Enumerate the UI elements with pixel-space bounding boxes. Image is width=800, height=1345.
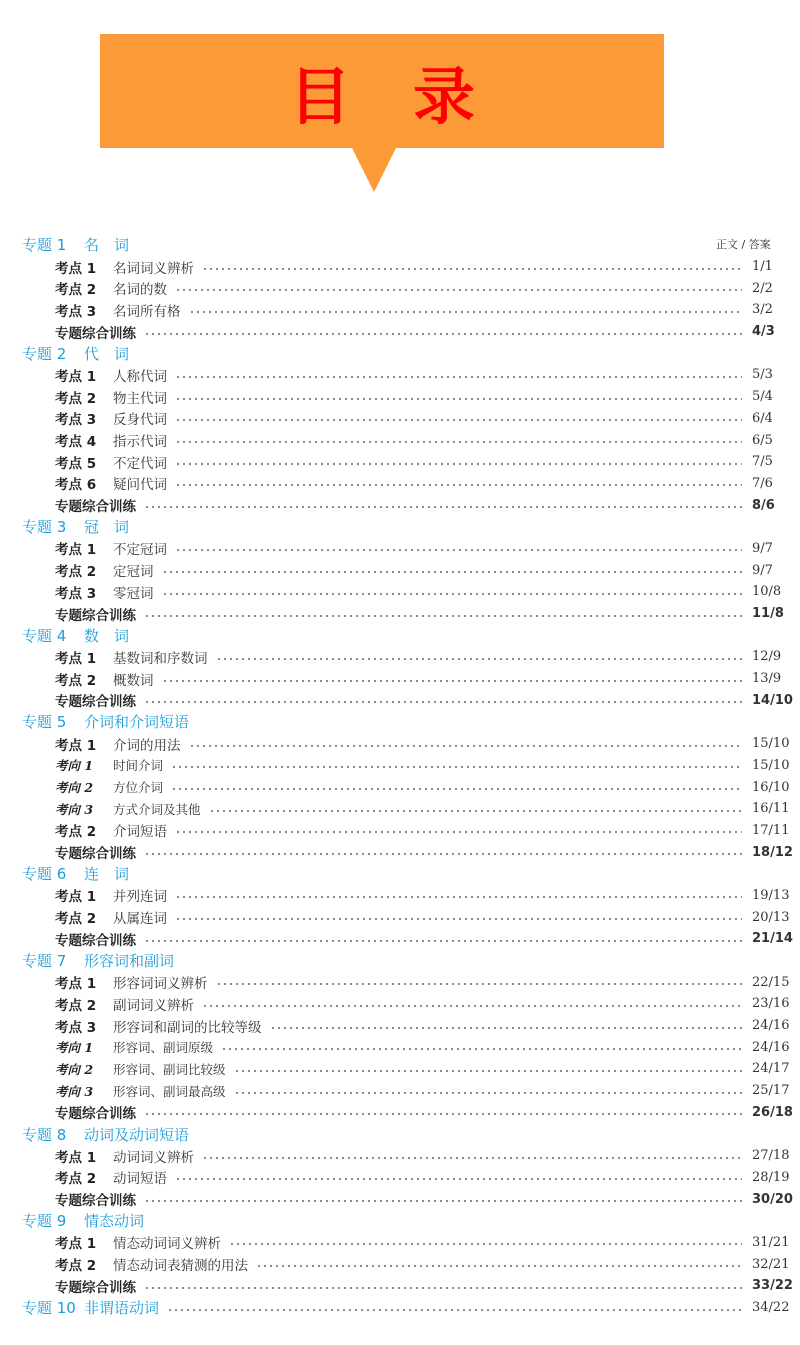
toc-review[interactable]	[0, 494, 800, 516]
point-label: 考点 2	[55, 911, 97, 928]
toc-point[interactable]	[0, 1167, 800, 1189]
point-label: 考点 2	[55, 390, 97, 407]
toc-review[interactable]	[0, 1102, 800, 1124]
entry-title: 专题综合训练	[55, 846, 136, 863]
entry-title: 时间介词	[113, 758, 164, 774]
entry-title: 动词短语	[113, 1171, 167, 1188]
topic-number: 专题 5	[22, 713, 67, 732]
dot-leader	[189, 311, 743, 313]
toc-topic[interactable]	[0, 1123, 800, 1145]
page-number: 5/3	[752, 367, 773, 383]
entry-title: 零冠词	[113, 585, 154, 602]
entry-title: 专题综合训练	[55, 1279, 136, 1296]
dot-leader	[175, 398, 742, 400]
toc-review[interactable]	[0, 928, 800, 950]
dot-leader	[144, 701, 742, 703]
dot-leader	[202, 1005, 742, 1007]
toc-point[interactable]	[0, 1232, 800, 1254]
dot-leader	[209, 810, 742, 812]
topic-title: 形容词和副词	[84, 952, 175, 971]
toc-point[interactable]	[0, 473, 800, 495]
entry-title: 专题综合训练	[55, 607, 136, 624]
dot-leader	[144, 1113, 742, 1115]
toc-topic[interactable]	[0, 950, 800, 972]
page-number: 23/16	[752, 996, 790, 1012]
dot-leader	[167, 1309, 742, 1311]
dot-leader	[175, 918, 742, 920]
dot-leader	[144, 615, 742, 617]
dot-leader	[175, 289, 742, 291]
direction-label: 考向 1	[55, 758, 94, 774]
page-number: 11/8	[752, 606, 784, 622]
page-number: 22/15	[752, 974, 790, 990]
point-label: 考点 1	[55, 1149, 97, 1166]
dot-leader	[175, 484, 742, 486]
dot-leader	[234, 1070, 742, 1072]
page-number: 26/18	[752, 1104, 793, 1120]
entry-title: 动词词义辨析	[113, 1149, 194, 1166]
page-number: 17/11	[752, 822, 790, 838]
page-number: 16/10	[752, 779, 790, 795]
page-number: 20/13	[752, 909, 790, 925]
entry-title: 名词所有格	[113, 303, 181, 320]
dot-leader	[171, 788, 742, 790]
point-label: 考点 4	[55, 434, 97, 451]
point-label: 考点 6	[55, 477, 97, 494]
topic-title: 名 词	[84, 236, 130, 255]
entry-title: 形容词和副词的比较等级	[113, 1019, 262, 1036]
toc-point[interactable]	[0, 906, 800, 928]
point-label: 考点 1	[55, 889, 97, 906]
page-number: 30/20	[752, 1191, 793, 1207]
topic-title: 非谓语动词	[84, 1299, 160, 1318]
point-label: 考点 3	[55, 303, 97, 320]
dot-leader	[175, 419, 742, 421]
table-of-contents	[0, 234, 800, 1318]
topic-number: 专题 2	[22, 344, 67, 363]
dot-leader	[221, 1048, 742, 1050]
page-number: 15/10	[752, 736, 790, 752]
dot-leader	[202, 1157, 742, 1159]
direction-label: 考向 3	[55, 801, 94, 817]
toc-point[interactable]	[0, 993, 800, 1015]
topic-number: 专题 6	[22, 865, 67, 884]
topic-number: 专题 3	[22, 518, 67, 537]
entry-title: 概数词	[113, 672, 154, 689]
dot-leader	[202, 268, 742, 270]
page-number: 9/7	[752, 562, 773, 578]
point-label: 考点 2	[55, 282, 97, 299]
point-label: 考点 2	[55, 824, 97, 841]
page-number: 27/18	[752, 1148, 790, 1164]
topic-number: 专题 7	[22, 952, 67, 971]
page-number: 24/17	[752, 1061, 790, 1077]
entry-title: 方式介词及其他	[113, 801, 201, 817]
toc-topic[interactable]	[0, 711, 800, 733]
entry-title: 专题综合训练	[55, 1106, 136, 1123]
toc-point[interactable]	[0, 386, 800, 408]
entry-title: 方位介词	[113, 780, 164, 796]
page-number: 21/14	[752, 931, 793, 947]
dot-leader	[162, 571, 743, 573]
page-number: 33/22	[752, 1278, 793, 1294]
entry-title: 名词的数	[113, 282, 167, 299]
toc-review[interactable]	[0, 689, 800, 711]
toc-direction[interactable]	[0, 755, 800, 777]
page-number: 13/9	[752, 671, 782, 687]
page-title: 目 录	[288, 59, 475, 133]
entry-title: 人称代词	[113, 368, 167, 385]
page-number: 7/6	[752, 475, 773, 491]
topic-title: 代 词	[84, 344, 130, 363]
toc-topic[interactable]	[0, 516, 800, 538]
dot-leader	[234, 1092, 742, 1094]
toc-direction[interactable]	[0, 1036, 800, 1058]
point-label: 考点 3	[55, 412, 97, 429]
dot-leader	[175, 549, 742, 551]
banner-pointer	[352, 148, 396, 192]
dot-leader	[189, 745, 743, 747]
toc-direction[interactable]	[0, 1058, 800, 1080]
dot-leader	[144, 333, 742, 335]
entry-title: 形容词、副词原级	[113, 1040, 214, 1056]
point-label: 考点 1	[55, 1236, 97, 1253]
topic-number: 专题 10	[22, 1299, 76, 1318]
page-number: 6/5	[752, 432, 773, 448]
topic-title: 介词和介词短语	[84, 713, 190, 732]
dot-leader	[175, 896, 742, 898]
page-number: 24/16	[752, 1018, 790, 1034]
toc-point[interactable]	[0, 733, 800, 755]
point-label: 考点 1	[55, 542, 97, 559]
entry-title: 形容词、副词比较级	[113, 1061, 226, 1077]
page-number: 8/6	[752, 497, 775, 513]
topic-title: 动词及动词短语	[84, 1125, 190, 1144]
topic-number: 专题 1	[22, 236, 67, 255]
toc-point[interactable]	[0, 1015, 800, 1037]
toc-topic[interactable]	[0, 1297, 800, 1319]
point-label: 考点 2	[55, 564, 97, 581]
toc-review[interactable]	[0, 841, 800, 863]
toc-point[interactable]	[0, 1253, 800, 1275]
page-number: 18/12	[752, 844, 793, 860]
entry-title: 专题综合训练	[55, 694, 136, 711]
topic-title: 数 词	[84, 626, 130, 645]
point-label: 考点 1	[55, 260, 97, 277]
dot-leader	[171, 766, 742, 768]
point-label: 考点 2	[55, 1258, 97, 1275]
page-number: 14/10	[752, 692, 793, 708]
page-number: 4/3	[752, 324, 775, 340]
toc-topic[interactable]	[0, 1210, 800, 1232]
toc-point[interactable]	[0, 299, 800, 321]
page-number: 32/21	[752, 1256, 790, 1272]
entry-title: 指示代词	[113, 434, 167, 451]
page-number: 3/2	[752, 302, 773, 318]
page-number: 19/13	[752, 887, 790, 903]
page-number: 28/19	[752, 1169, 790, 1185]
toc-point[interactable]	[0, 646, 800, 668]
point-label: 考点 5	[55, 455, 97, 472]
page-number: 6/4	[752, 410, 773, 426]
dot-leader	[144, 1287, 742, 1289]
toc-point[interactable]	[0, 820, 800, 842]
entry-title: 反身代词	[113, 412, 167, 429]
point-label: 考点 1	[55, 737, 97, 754]
point-label: 考点 2	[55, 672, 97, 689]
entry-title: 形容词、副词最高级	[113, 1083, 226, 1099]
toc-point[interactable]	[0, 581, 800, 603]
dot-leader	[175, 376, 742, 378]
direction-label: 考向 2	[55, 780, 94, 796]
entry-title: 疑问代词	[113, 477, 167, 494]
entry-title: 并列连词	[113, 889, 167, 906]
toc-point[interactable]	[0, 429, 800, 451]
entry-title: 名词词义辨析	[113, 260, 194, 277]
page-number: 15/10	[752, 757, 790, 773]
entry-title: 专题综合训练	[55, 932, 136, 949]
dot-leader	[229, 1243, 742, 1245]
entry-title: 专题综合训练	[55, 499, 136, 516]
topic-title: 情态动词	[84, 1212, 145, 1231]
point-label: 考点 1	[55, 650, 97, 667]
dot-leader	[256, 1265, 742, 1267]
toc-review[interactable]	[0, 603, 800, 625]
toc-point[interactable]	[0, 451, 800, 473]
column-header: 正文 / 答案	[716, 238, 771, 251]
entry-title: 副词词义辨析	[113, 997, 194, 1014]
page-number: 2/2	[752, 280, 773, 296]
page-number: 12/9	[752, 649, 782, 665]
topic-title: 冠 词	[84, 518, 130, 537]
dot-leader	[175, 1178, 742, 1180]
dot-leader	[144, 1200, 742, 1202]
dot-leader	[162, 593, 743, 595]
toc-point[interactable]	[0, 668, 800, 690]
toc-point[interactable]	[0, 277, 800, 299]
toc-topic[interactable]	[0, 624, 800, 646]
toc-direction[interactable]	[0, 798, 800, 820]
dot-leader	[270, 1027, 743, 1029]
toc-point[interactable]	[0, 408, 800, 430]
point-label: 考点 2	[55, 1171, 97, 1188]
page-number: 9/7	[752, 540, 773, 556]
direction-label: 考向 2	[55, 1061, 94, 1077]
toc-review[interactable]	[0, 1275, 800, 1297]
point-label: 考点 2	[55, 997, 97, 1014]
toc-point[interactable]	[0, 364, 800, 386]
toc-topic[interactable]	[0, 863, 800, 885]
dot-leader	[144, 853, 742, 855]
toc-point[interactable]	[0, 559, 800, 581]
page-number: 34/22	[752, 1300, 790, 1316]
toc-direction[interactable]	[0, 776, 800, 798]
toc-point[interactable]	[0, 1145, 800, 1167]
toc-point[interactable]	[0, 538, 800, 560]
topic-number: 专题 4	[22, 626, 67, 645]
point-label: 考点 3	[55, 585, 97, 602]
point-label: 考点 1	[55, 976, 97, 993]
toc-point[interactable]	[0, 885, 800, 907]
entry-title: 专题综合训练	[55, 1193, 136, 1210]
toc-point[interactable]	[0, 256, 800, 278]
dot-leader	[144, 940, 742, 942]
direction-label: 考向 3	[55, 1083, 94, 1099]
toc-review[interactable]	[0, 321, 800, 343]
entry-title: 定冠词	[113, 564, 154, 581]
dot-leader	[144, 506, 742, 508]
entry-title: 介词短语	[113, 824, 167, 841]
title-banner	[100, 34, 664, 148]
toc-topic[interactable]	[0, 342, 800, 364]
toc-topic[interactable]	[0, 234, 800, 256]
topic-number: 专题 8	[22, 1125, 67, 1144]
entry-title: 物主代词	[113, 390, 167, 407]
dot-leader	[175, 463, 742, 465]
page-number: 16/11	[752, 801, 790, 817]
dot-leader	[175, 831, 742, 833]
point-label: 考点 3	[55, 1019, 97, 1036]
entry-title: 不定代词	[113, 455, 167, 472]
entry-title: 形容词词义辨析	[113, 976, 208, 993]
entry-title: 情态动词表猜测的用法	[113, 1258, 248, 1275]
page-number: 10/8	[752, 584, 782, 600]
page-number: 5/4	[752, 389, 773, 405]
toc-point[interactable]	[0, 971, 800, 993]
page-number: 25/17	[752, 1083, 790, 1099]
entry-title: 专题综合训练	[55, 325, 136, 342]
entry-title: 不定冠词	[113, 542, 167, 559]
entry-title: 基数词和序数词	[113, 650, 208, 667]
dot-leader	[175, 441, 742, 443]
dot-leader	[216, 658, 743, 660]
dot-leader	[216, 983, 743, 985]
page-number: 31/21	[752, 1234, 790, 1250]
entry-title: 介词的用法	[113, 737, 181, 754]
page-number: 7/5	[752, 454, 773, 470]
toc-direction[interactable]	[0, 1080, 800, 1102]
toc-review[interactable]	[0, 1188, 800, 1210]
topic-number: 专题 9	[22, 1212, 67, 1231]
entry-title: 情态动词词义辨析	[113, 1236, 221, 1253]
page-number: 1/1	[752, 259, 773, 275]
topic-title: 连 词	[84, 865, 130, 884]
entry-title: 从属连词	[113, 911, 167, 928]
point-label: 考点 1	[55, 368, 97, 385]
dot-leader	[162, 680, 743, 682]
direction-label: 考向 1	[55, 1040, 94, 1056]
page-number: 24/16	[752, 1039, 790, 1055]
